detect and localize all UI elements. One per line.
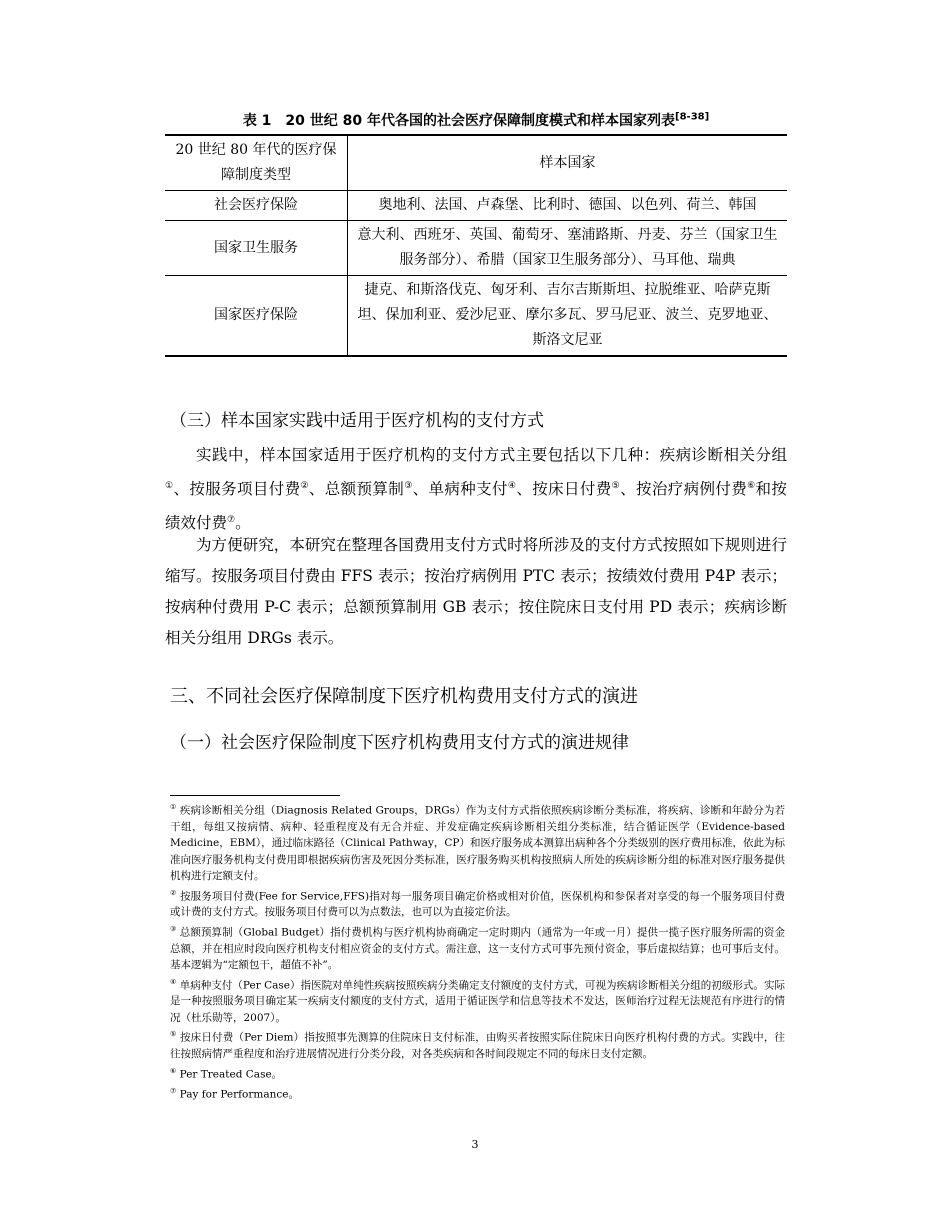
header-cell-type: 20 世纪 80 年代的医疗保障制度类型: [165, 135, 348, 191]
body-paragraph-2: 为方便研究，本研究在整理各国费用支付方式时将所涉及的支付方式按照如下规则进行缩写。按服务项目付费由 FFS 表示；按治疗病例用 PTC 表示；按绩效付费用 P4P 表示；按病种付费用 P-C 表示；总额预算制用 GB 表示；按住院床日支付用 PD 表示；疾病诊断相关分组用 DRGs 表示。: [165, 536, 787, 647]
footnote-marker[interactable]: ⑥: [747, 481, 756, 491]
country-table: [165, 134, 787, 357]
footnote-marker[interactable]: ⑤: [611, 481, 621, 491]
header-cell-countries: 样本国家: [348, 135, 788, 191]
footnote-marker[interactable]: ②: [300, 481, 309, 491]
footnote: ⑦ Pay for Performance。: [170, 1086, 299, 1100]
page-number: 3: [471, 1138, 479, 1151]
table-row: [165, 221, 787, 276]
table-header-row: [165, 135, 787, 191]
row-type-cell: 国家医疗保险: [165, 276, 348, 357]
table-title: 表 1 20 世纪 80 年代各国的社会医疗保障制度模式和样本国家列表[8-38]: [242, 111, 710, 129]
body-paragraph-1: 实践中，样本国家适用于医疗机构的支付方式主要包括以下几种：疾病诊断相关分组①、按服务项目付费②、总额预算制③、单病种支付④、按床日付费⑤、按治疗病例付费⑥和按绩效付费⑦。: [165, 446, 787, 533]
footnote-marker[interactable]: ①: [165, 481, 174, 491]
footnote: ① 疾病诊断相关分组（Diagnosis Related Groups，DRGs）作为支付方式指依照疾病诊断分类标准，将疾病、诊断和年龄分为若干组，每组又按病情、病种、轻重程度及有无合并症、并发症确定疾病诊断相关组分类标准，结合循证医学（Evidence-based Medicine，EBM），通过临床路径（Clinical Pathway，CP）和医疗服务成本测算出病种各个分类级别的医疗费用标准，依此为标准向医疗服务机构支付费用即根据疾病伤害及死因分类标准，医疗服务购买机构按照病人所处的疾病诊断分组的标准对医疗服务提供机构进行定额支付。: [170, 803, 785, 883]
chapter-heading-3: 三、不同社会医疗保障制度下医疗机构费用支付方式的演进: [170, 686, 638, 707]
table-title-reference: [8-38]: [675, 111, 710, 123]
table-row: [165, 191, 787, 221]
footnotes: [170, 799, 785, 1102]
footnote: ② 按服务项目付费(Fee for Service,FFS)指对每一服务项目确定价格或相对价值，医保机构和参保者对享受的每一个服务项目付费或计费的支付方式。按服务项目付费可以为点数法，也可以为直接定价法。: [170, 888, 786, 919]
footnote-marker[interactable]: ④: [507, 481, 517, 491]
footnote-separator: [170, 795, 340, 796]
row-countries-cell: 捷克、和斯洛伐克、匈牙利、吉尔吉斯斯坦、拉脱维亚、哈萨克斯坦、保加利亚、爱沙尼亚、摩尔多瓦、罗马尼亚、波兰、克罗地亚、斯洛文尼亚: [348, 276, 788, 357]
row-countries-cell: 奥地利、法国、卢森堡、比利时、德国、以色列、荷兰、韩国: [348, 191, 788, 221]
section-heading-3-1: （一）社会医疗保险制度下医疗机构费用支付方式的演进规律: [170, 733, 629, 753]
row-type-cell: 国家卫生服务: [165, 221, 348, 276]
table-row: [165, 276, 787, 357]
footnote-marker[interactable]: ⑦: [227, 515, 236, 526]
footnote: ⑥ Per Treated Case。: [170, 1066, 283, 1081]
footnote: ⑤ 按床日付费（Per Diem）指按照事先测算的住院床日支付标准，由购买者按照实际住院床日向医疗机构付费的方式。实践中，往往按照病情严重程度和治疗进展情况进行分类分段，对各类疾病和各时间段规定不同的每床日支付定额。: [170, 1030, 786, 1061]
footnote: ③ 总额预算制（Global Budget）指付费机构与医疗机构协商确定一定时期内（通常为一年或一月）提供一揽子医疗服务所需的资金总额，并在相应时段向医疗机构支付相应资金的支付方式。需注意，这一支付方式可事先预付资金，事后虚拟结算；也可事后支付。基本逻辑为“定额包干，超值不补”。: [170, 924, 785, 972]
section-heading-3-3: （三）样本国家实践中适用于医疗机构的支付方式: [170, 411, 544, 431]
row-type-cell: 社会医疗保险: [165, 191, 348, 221]
footnote-marker[interactable]: ③: [404, 481, 413, 491]
row-countries-cell: 意大利、西班牙、英国、葡萄牙、塞浦路斯、丹麦、芬兰（国家卫生服务部分）、希腊（国家卫生服务部分）、马耳他、瑞典: [348, 221, 788, 276]
footnote: ④ 单病种支付（Per Case）指医院对单纯性疾病按照疾病分类确定支付额度的支付方式，可视为疾病诊断相关分组的初级形式。实际是一种按照服务项目确定某一疾病支付额度的支付方式，适用于循证医学和信息等技术不发达，医师治疗过程无法规范有序进行的情况（杜乐勋等，2007）。: [170, 977, 785, 1024]
